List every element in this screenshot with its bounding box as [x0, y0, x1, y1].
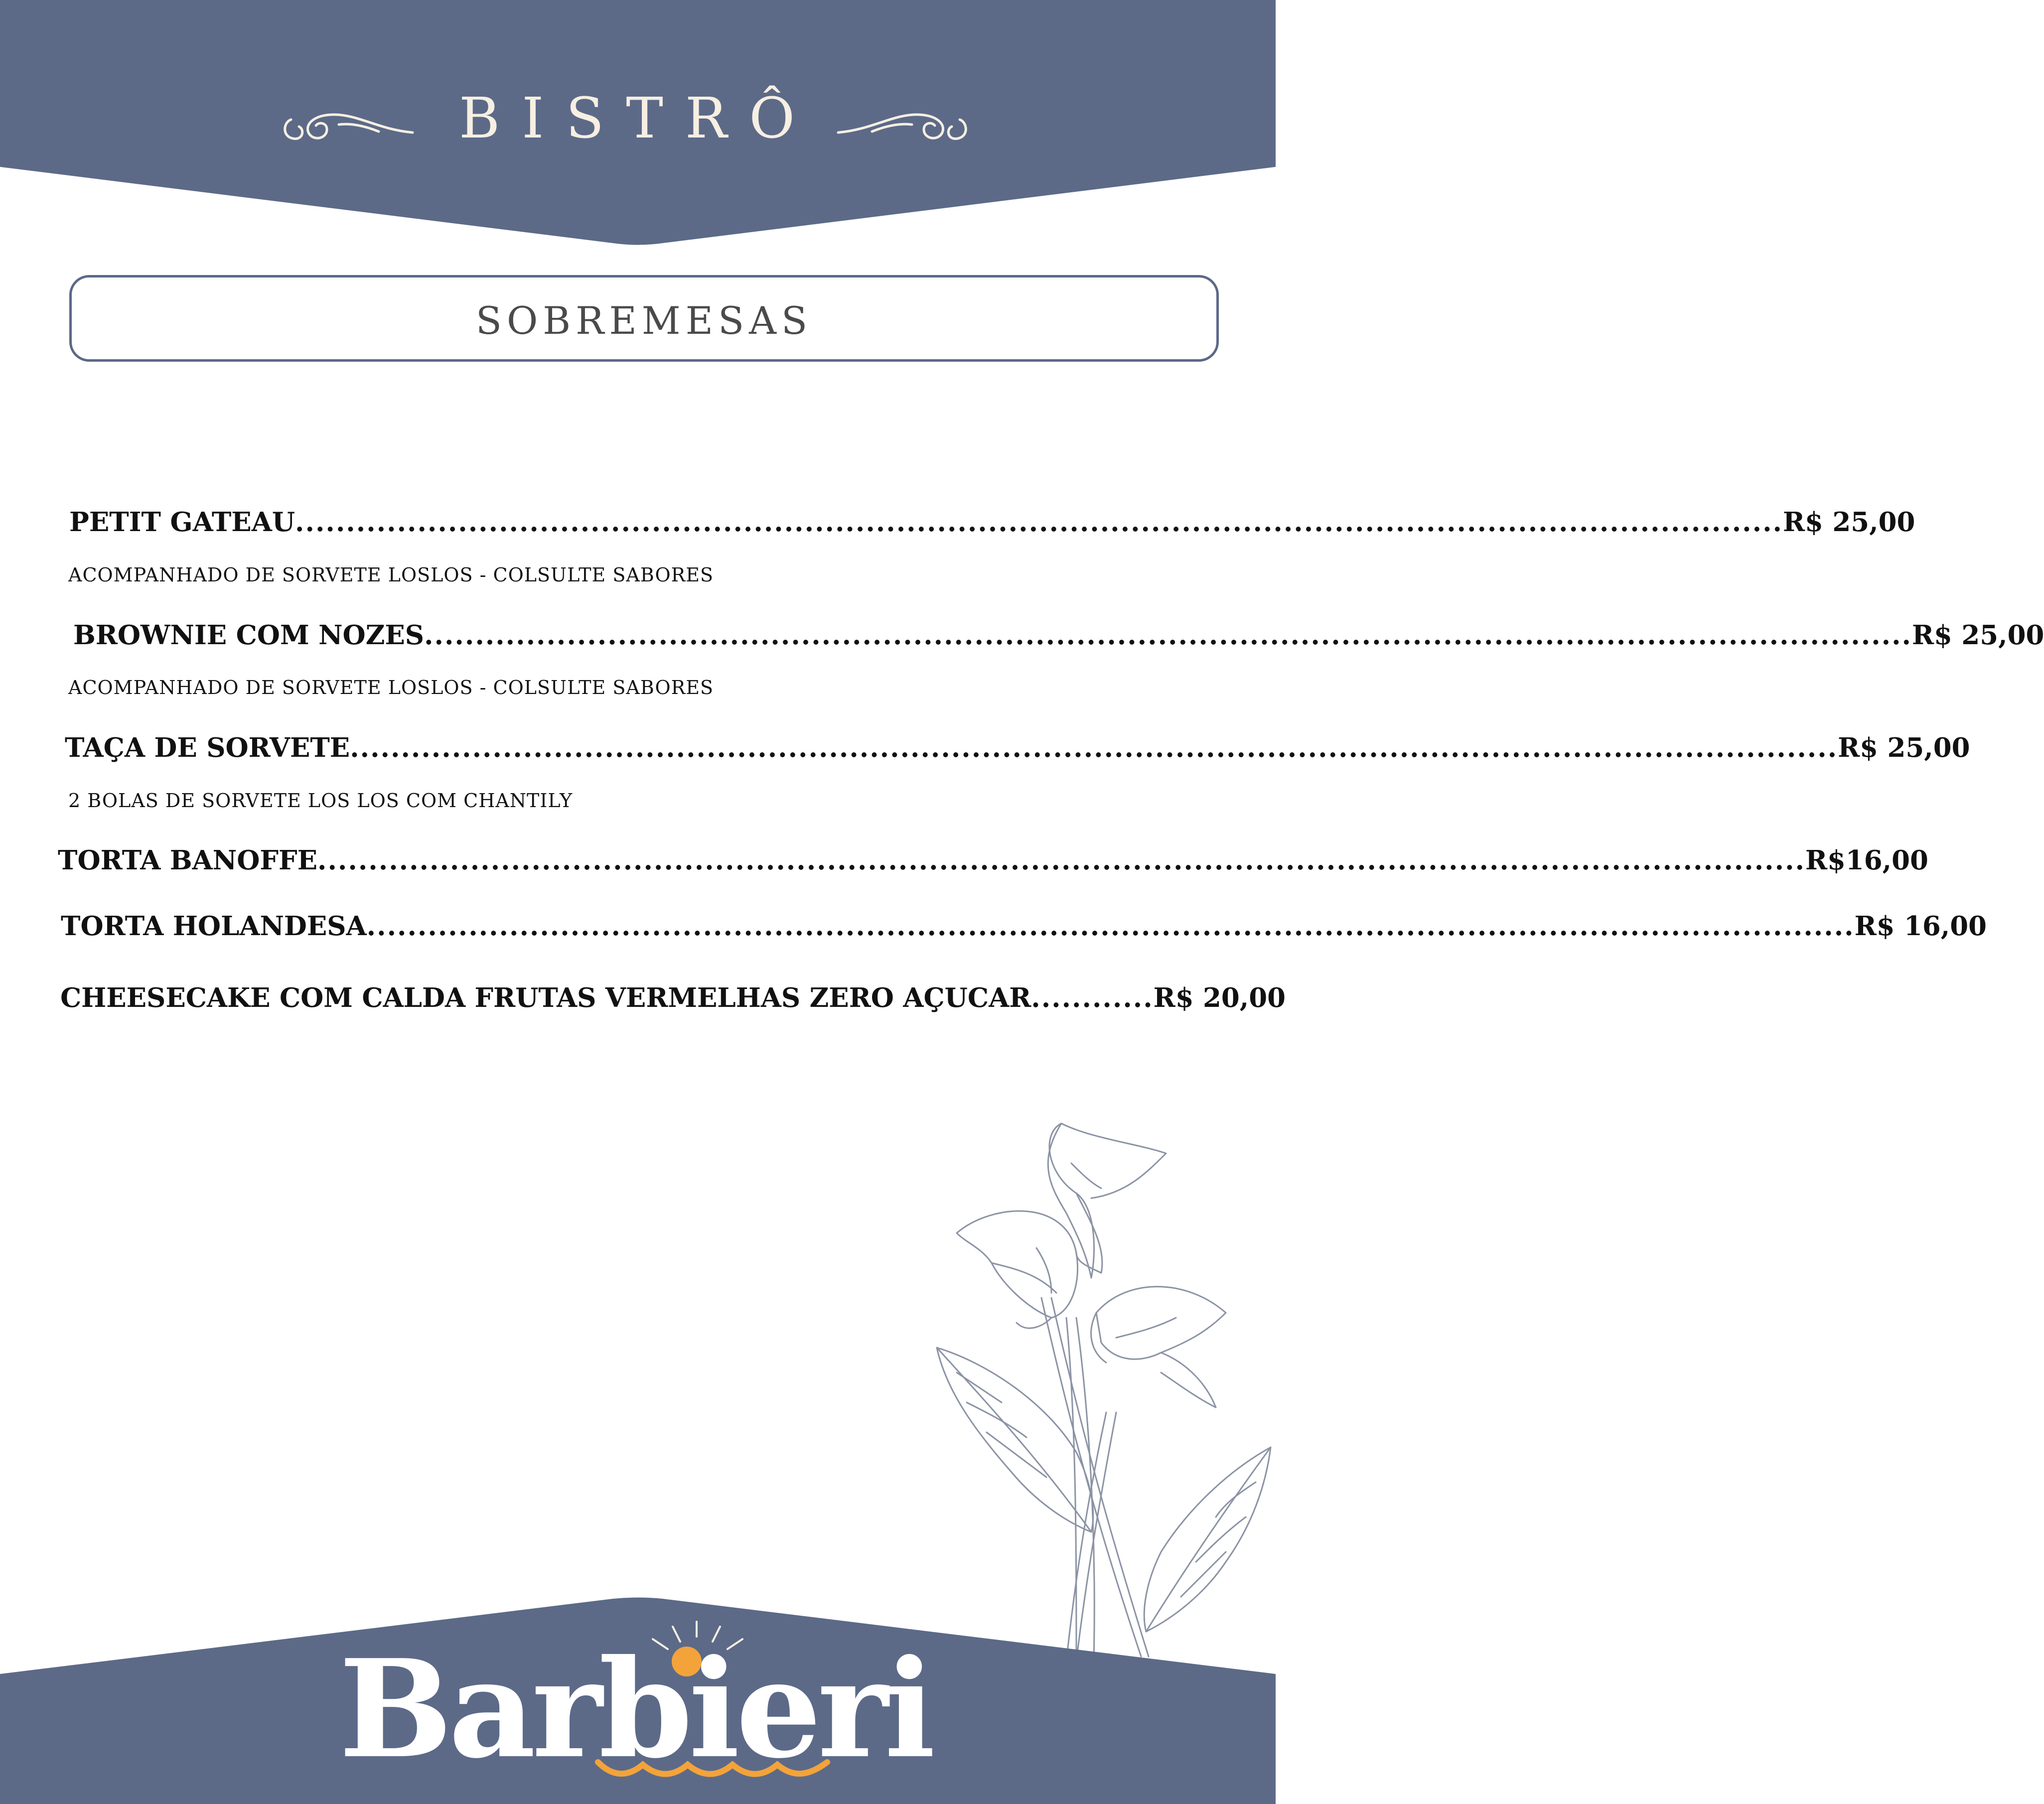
menu-item-description: ACOMPANHADO DE SORVETE LOSLOS - COLSULTE SABORES [68, 564, 714, 586]
dot-leader: ............ [1031, 982, 1154, 1013]
section-title: SOBREMESAS [475, 298, 813, 343]
menu-item-name: TORTA HOLANDESA [61, 911, 367, 942]
logo: Barbieri [339, 1630, 932, 1788]
dot-leader: .................................................................................................................................................. [350, 732, 1838, 763]
menu-item-name: TAÇA DE SORVETE [65, 732, 350, 763]
dot-leader: .................................................................................................................................................. [366, 911, 1855, 942]
menu-item-description: 2 BOLAS DE SORVETE LOS LOS COM CHANTILY [68, 790, 573, 812]
section-header-box [69, 275, 1219, 362]
menu-item-price: R$ 25,00 [1783, 507, 1915, 538]
menu-item-name: TORTA BANOFFE [58, 845, 318, 876]
menu-item-price: R$ 25,00 [1912, 620, 2044, 651]
menu-item-price: R$16,00 [1805, 845, 1928, 876]
menu-item-name: CHEESECAKE COM CALDA FRUTAS VERMELHAS ZERO AÇUCAR [60, 982, 1031, 1013]
brand-title: BISTRÔ [458, 86, 817, 151]
menu-item-price: R$ 25,00 [1838, 732, 1970, 763]
dot-leader: .................................................................................................................................................. [424, 620, 1912, 651]
menu-item [61, 909, 1987, 944]
menu-item [69, 505, 1915, 540]
dot-leader: .................................................................................................................................................. [295, 507, 1783, 538]
menu-item [65, 730, 1970, 765]
calla-lily-illustration [927, 1104, 1276, 1666]
menu-item-price: R$ 20,00 [1153, 982, 1286, 1013]
menu-item [73, 618, 2044, 653]
menu-item-name: PETIT GATEAU [69, 507, 295, 538]
dot-leader: .................................................................................................................................................. [317, 845, 1805, 876]
menu-item [58, 843, 1928, 878]
menu-item [60, 980, 1286, 1015]
menu-item-description: ACOMPANHADO DE SORVETE LOSLOS - COLSULTE SABORES [68, 677, 714, 698]
menu-item-name: BROWNIE COM NOZES [73, 620, 425, 651]
waves-icon [593, 1755, 837, 1780]
menu-item-price: R$ 16,00 [1854, 911, 1987, 942]
